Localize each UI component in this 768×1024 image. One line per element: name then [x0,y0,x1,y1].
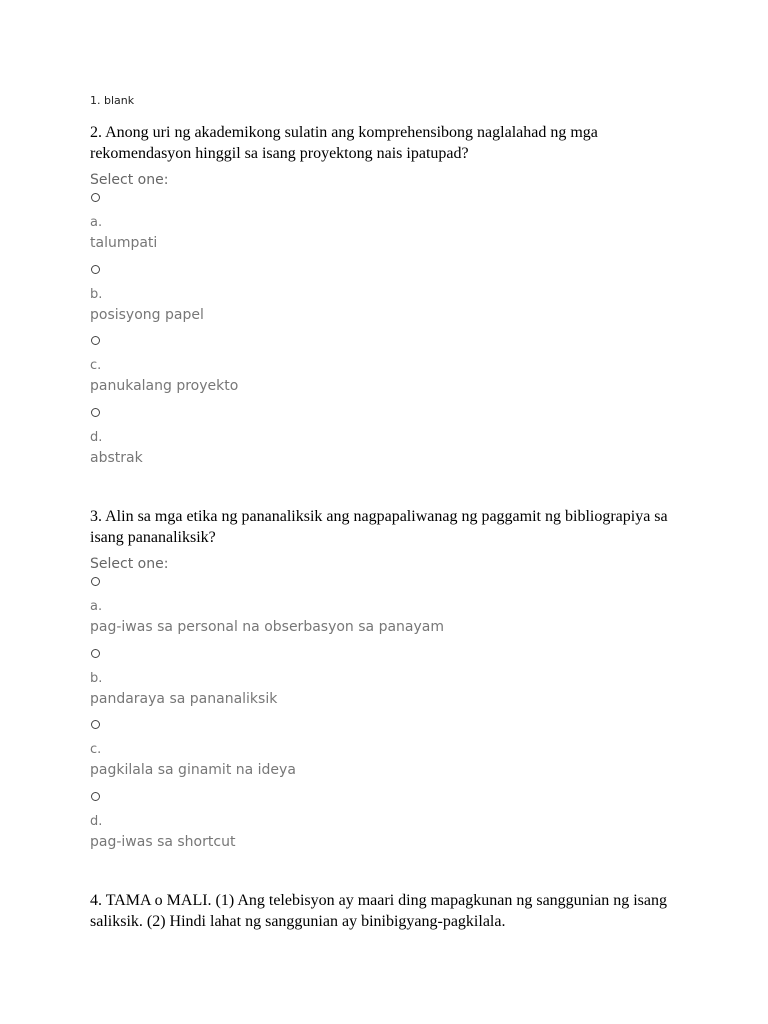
item-1-blank: 1. blank [90,94,135,107]
option-c[interactable] [90,716,690,788]
question-3 [90,506,690,859]
radio-button[interactable] [91,336,100,345]
radio-button[interactable] [91,193,100,202]
question-2 [90,122,690,475]
question-text: 2. Anong uri ng akademikong sulatin ang komprehensibong naglalahad ng mga rekomendasyon hinggil sa isang proyektong nais ipatupad? [90,124,598,162]
option-d[interactable] [90,404,690,476]
option-letter: d. [90,813,103,829]
option-letter: b. [90,286,103,302]
radio-button[interactable] [91,577,100,586]
option-letter: c. [90,742,102,757]
option-text[interactable]: panukalang proyekto [90,378,239,394]
radio-button[interactable] [91,792,100,801]
option-text[interactable]: pandaraya sa pananaliksik [90,690,278,707]
option-c[interactable] [90,332,690,404]
option-letter: a. [90,599,103,614]
option-d[interactable] [90,788,690,860]
option-text[interactable]: pag-iwas sa personal na obserbasyon sa panayam [90,619,444,635]
option-text[interactable]: abstrak [90,449,143,466]
option-text[interactable]: pag-iwas sa shortcut [90,833,236,850]
radio-button[interactable] [91,649,100,658]
radio-button[interactable] [91,265,100,274]
question-text: 3. Alin sa mga etika ng pananaliksik ang nagpapaliwanag ng paggamit ng bibliograpiya sa isang pananaliksik? [90,508,668,546]
option-text[interactable]: pagkilala sa ginamit na ideya [90,762,296,778]
option-b[interactable] [90,261,690,333]
option-text[interactable]: talumpati [90,235,158,251]
option-letter: a. [90,215,103,230]
option-text[interactable]: posisyong papel [90,306,204,323]
option-a[interactable] [90,573,690,645]
option-b[interactable] [90,645,690,717]
radio-button[interactable] [91,408,100,417]
option-letter: c. [90,358,102,373]
option-letter: d. [90,429,103,445]
radio-button[interactable] [91,720,100,729]
select-one-label: Select one: [90,172,169,188]
select-one-label: Select one: [90,556,169,572]
question-4 [90,890,690,932]
option-letter: b. [90,670,103,686]
question-text: 4. TAMA o MALI. (1) Ang telebisyon ay maari ding mapagkunan ng sanggunian ng isang saliksik. (2) Hindi lahat ng sanggunian ay binibigyang-pagkilala. [90,892,667,930]
option-a[interactable] [90,189,690,261]
